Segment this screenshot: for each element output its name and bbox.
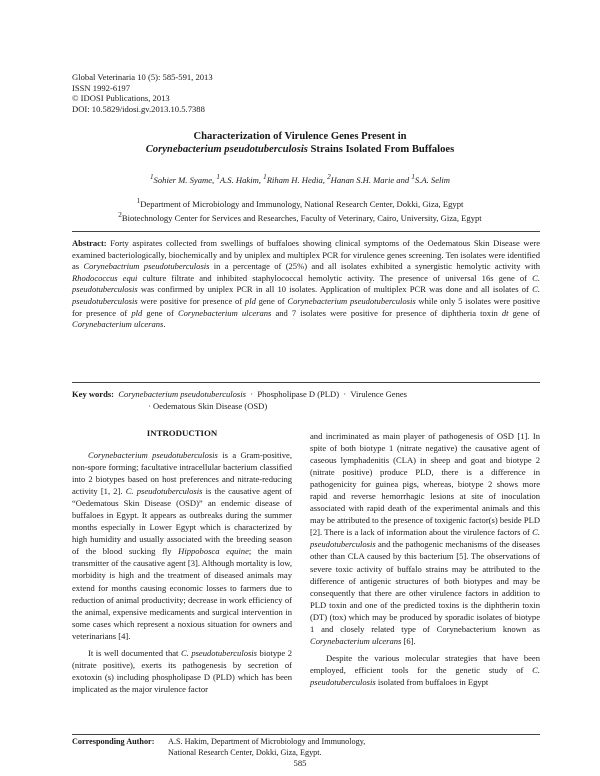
affiliation-1-text: Department of Microbiology and Immunology, National Research Center, Dokki, Giza, Egypt <box>140 198 464 209</box>
abstract-text: were positive for presence of <box>137 295 245 306</box>
abstract-organism: Rhodococcus equi <box>72 272 138 283</box>
author-5-affil: 1 <box>411 173 415 181</box>
abstract-text: gene of <box>142 307 178 318</box>
paragraph-text: is a Gram-positive, non-spore forming; facultative intracellular bacterium classified into 2 biotypes based on host preferences and nitrate-reducing activity [1, 2]. <box>72 450 292 497</box>
journal-info <box>72 72 213 114</box>
keyword-3: Virulence Genes <box>350 389 407 399</box>
paragraph-text: biotype 2 (nitrate positive), exerts its pathogenesis by secretion of exotoxin (s) including phospholipase D (PLD) which has been implicated as the major virulence factor <box>72 647 292 694</box>
corresponding-author-line-1: A.S. Hakim, Department of Microbiology and Immunology, <box>168 737 366 746</box>
section-heading-introduction: INTRODUCTION <box>146 428 218 438</box>
keywords-label: Key words: <box>72 389 115 399</box>
abstract-text: gene of <box>508 307 541 318</box>
paragraph-text: [6]. <box>401 635 416 646</box>
affiliation-2-num: 2 <box>118 211 122 220</box>
abstract-gene: pld <box>244 295 256 306</box>
abstract-text: Forty aspirates collected from swellings of buffaloes showing clinical symptoms of the Oedematous Skin Disease were examined bacteriologically, biochemically and by uniplex and multiplex PCR for virulence genes screening. Ten isolates were identified as <box>72 238 540 272</box>
footer-rule <box>72 734 540 735</box>
author-1: Sohier M. Syame, <box>153 174 217 185</box>
intro-paragraph-3 <box>310 430 540 647</box>
abstract-gene: dt <box>501 307 509 318</box>
affiliation-1 <box>60 196 540 210</box>
journal-issn: ISSN 1992-6197 <box>72 82 131 93</box>
organism-name: Corynebacterium pseudotuberculosis <box>88 450 218 460</box>
affiliations <box>60 196 540 225</box>
abstract-organism: Corynebacterium ulcerans <box>72 319 164 330</box>
author-3: Riham H. Hedia, <box>266 174 328 185</box>
abstract-text: . <box>163 319 166 330</box>
author-4: Hanan S.H. Marie and <box>330 174 412 185</box>
title-line-2 <box>60 143 540 156</box>
affiliation-1-num: 1 <box>136 197 141 205</box>
organism-name: Corynebacterium ulcerans <box>310 635 402 646</box>
abstract-gene: pld <box>131 307 143 318</box>
affiliation-2-text: Biotechnology Center for Services and Researches, Faculty of Veterinary, Cairo, University, Giza, Egypt <box>121 213 482 224</box>
abstract-organism: C. pseudotuberculosis <box>72 272 540 295</box>
author-2: A.S. Hakim, <box>219 174 264 185</box>
abstract-text: was confirmed by uniplex PCR in all 10 isolates. Application of multiplex PCR was done and all isolates of <box>137 284 533 295</box>
abstract-label: Abstract: <box>72 238 107 248</box>
abstract-organism: Corynebacterium ulcerans <box>177 307 272 318</box>
journal-citation: Global Veterinaria 10 (5): 585-591, 2013 <box>72 72 213 82</box>
page-number: 585 <box>293 758 307 768</box>
keyword-1: Corynebacterium pseudotuberculosis <box>118 389 246 399</box>
intro-paragraph-4 <box>310 652 540 688</box>
author-list <box>60 172 540 186</box>
abstract-text: in a percentage of (25%) and all isolates exhibited a synergistic hemolytic activity with <box>209 261 540 272</box>
organism-name: C. pseudotuberculosis <box>310 664 540 687</box>
corresponding-author <box>72 737 365 758</box>
abstract-text: gene of <box>255 295 288 306</box>
keywords <box>72 389 540 412</box>
author-2-affil: 1 <box>216 173 220 181</box>
organism-name: C. pseudotuberculosis <box>125 486 203 497</box>
title-line-1: Characterization of Virulence Genes Present in <box>193 131 407 142</box>
paragraph-text: and incriminated as main player of pathogenesis of OSD [1]. In spite of both biotype 1 (nitrate negative) the causative agent of caseous lymphadenitis (CLA) in sheep and goat and biotype 2 (nitrate positive) produce PLD, there is a difference in pathogenicity for guinea pigs, whereas, biotype 2 shows more rapid and reverse hemorrhagic lesions at site of inoculation associated with rapid death of the experimental animals and this may be attributed to the presence of toxigenic factor(s) beside PLD [2]. There is a lack of information about the virulence factors of <box>310 431 540 538</box>
title-organism: Corynebacterium pseudotuberculosis <box>145 144 308 155</box>
organism-name: C. pseudotuberculosis <box>310 527 540 550</box>
paragraph-text: isolated from buffaloes in Egypt <box>375 676 489 687</box>
corresponding-author-label: Corresponding Author: <box>72 737 155 746</box>
keyword-separator: · <box>250 389 254 399</box>
intro-paragraph-2 <box>72 647 292 695</box>
paragraph-text: Despite the various molecular strategies that have been employed, efficient tools for the genetic study of <box>310 652 540 675</box>
abstract-organism: Corynebacterium pseudotuberculosis <box>287 295 416 306</box>
keyword-separator: · <box>343 389 347 399</box>
author-4-affil: 2 <box>327 173 331 181</box>
author-5: S.A. Selim <box>414 174 451 185</box>
paper-title <box>60 130 540 156</box>
abstract-text: and 7 isolates were positive for presence of diphtheria toxin <box>271 307 502 318</box>
abstract-bottom-rule <box>72 382 540 383</box>
author-3-affil: 1 <box>263 173 267 181</box>
title-line-2-rest: Strains Isolated From Buffaloes <box>307 144 455 155</box>
paragraph-text: It is well documented that <box>88 647 181 658</box>
abstract-organism: C. pseudotuberculosis <box>72 284 540 306</box>
organism-name: Hippobosca equine <box>178 546 249 557</box>
abstract-organism: Corynebactrium pseudotuberculosis <box>83 261 210 272</box>
paragraph-text: is the causative agent of “Oedematous Skin Disease (OSD)” an endemic disease of buffaloes in Egypt. It appears as outbreaks during the summer months especially in Lower Egypt which is characterized by high humidity and usually associated with the breeding season of the blood sucking fly <box>72 486 292 557</box>
left-column <box>72 449 292 695</box>
abstract <box>72 238 540 331</box>
journal-doi: DOI: 10.5829/idosi.gv.2013.10.5.7388 <box>72 103 205 114</box>
abstract-text: culture filtrate and inhibited staphylococcal hemolytic activity. The presence of universal 16s gene of <box>137 272 533 283</box>
right-column <box>310 430 540 688</box>
keyword-separator: · <box>148 400 151 411</box>
paragraph-text: and the pathogenic mechanisms of the diseases other than CLA caused by this bacterium [5]. The observations of severe toxic activity of buffalo strains may be attributed to the difference of antigenic structures of both biotypes and may be consequently that there are other virulence factors in addition to PLD toxin and one of the predicted toxins is the diphtherin toxin (DT) (tox) which may be produced by sporadic isolates of biotype 1 and closely related type of Corynebacterium known as <box>310 539 540 634</box>
journal-copyright: © IDOSI Publications, 2013 <box>72 93 170 104</box>
abstract-top-rule <box>72 231 540 232</box>
affiliation-2 <box>60 210 540 224</box>
paragraph-text: ; the main transmitter of the causative agent [3]. Although mortality is low, morbidity is high and the treatment of diseased animals may extend for months causing economic losses to farmers due to reduction of animal productivity; decrease in work efficiency of the animal, expensive medicaments and surgical intervention in some cases which represent a noxious situation for owners and veterinarians [4]. <box>72 546 292 641</box>
corresponding-author-line-2: National Research Center, Dokki, Giza, Egypt. <box>168 747 322 757</box>
author-1-affil: 1 <box>149 173 154 181</box>
keyword-2: Phospholipase D (PLD) <box>257 389 340 399</box>
keyword-4: Oedematous Skin Disease (OSD) <box>153 400 268 411</box>
intro-paragraph-1 <box>72 449 292 642</box>
organism-name: C. pseudotuberculosis <box>180 647 257 658</box>
abstract-text: while only 5 isolates were positive for presence of <box>72 295 540 318</box>
